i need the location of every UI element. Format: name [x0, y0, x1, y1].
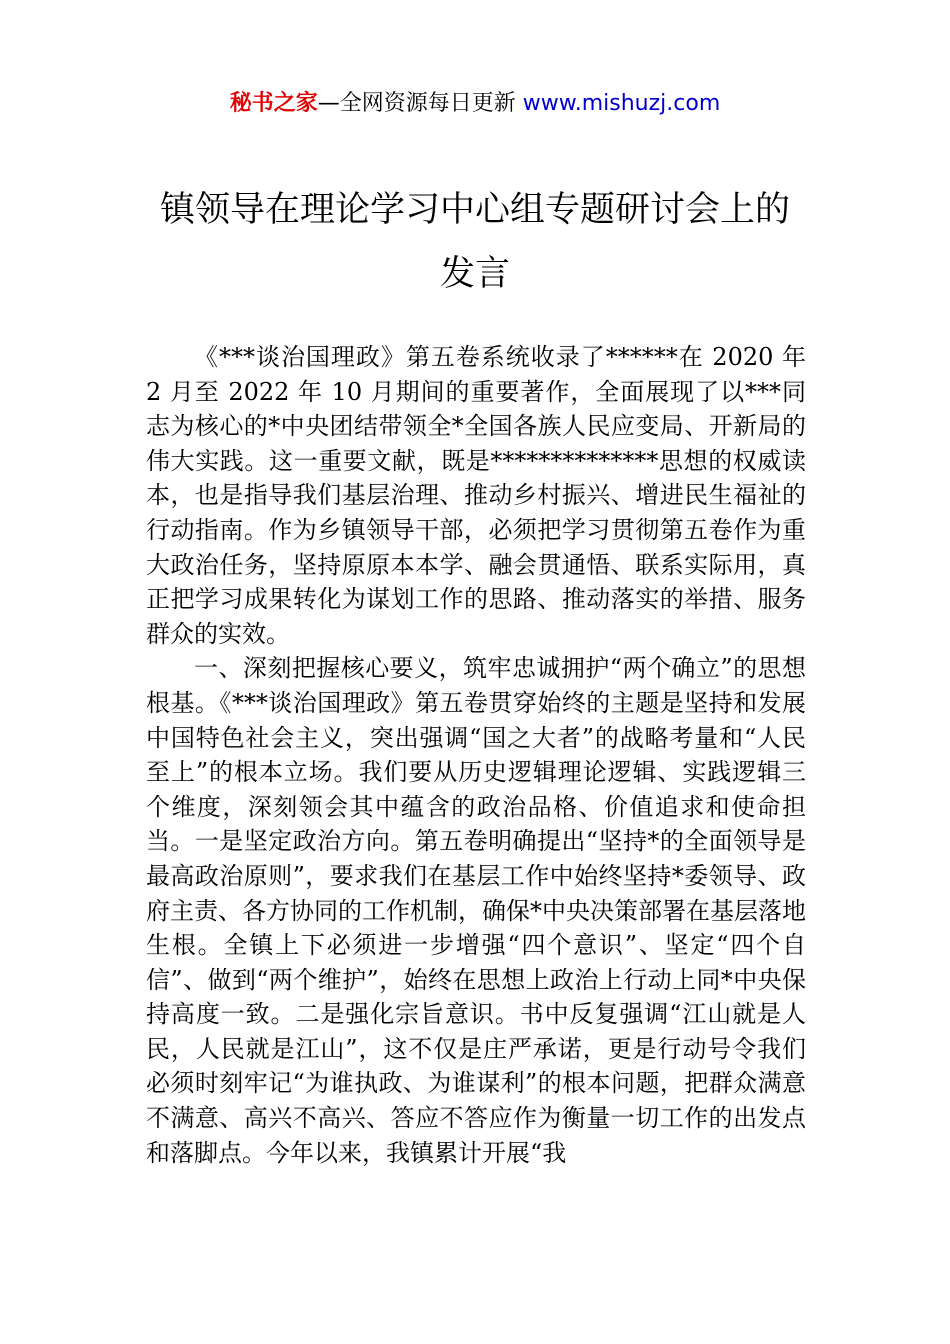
document-title [145, 178, 805, 306]
header-tagline: —全网资源每日更新 [317, 91, 523, 116]
header-brand: 秘书之家 [229, 91, 318, 116]
document-body [146, 340, 806, 1170]
paragraph-section-1: 一、深刻把握核心要义，筑牢忠诚拥护“两个确立”的思想根基。《***谈治国理政》第五卷贯穿始终的主题是坚持和发展中国特色社会主义，突出强调“国之大者”的战略考量和“人民至上”的根本立场。我们要从历史逻辑理论逻辑、实践逻辑三个维度，深刻领会其中蕴含的政治品格、价值追求和使命担当。一是坚定政治方向。第五卷明确提出“坚持*的全面领导是最高政治原则”，要求我们在基层工作中始终坚持*委领导、政府主责、各方协同的工作机制，确保*中央决策部署在基层落地生根。全镇上下必须进一步增强“四个意识”、坚定“四个自信”、做到“两个维护”，始终在思想上政治上行动上同*中央保持高度一致。二是强化宗旨意识。书中反复强调“江山就是人民，人民就是江山”，这不仅是庄严承诺，更是行动号令我们必须时刻牢记“为谁执政、为谁谋利”的根本问题，把群众满意不满意、高兴不高兴、答应不答应作为衡量一切工作的出发点和落脚点。今年以来，我镇累计开展“我 [146, 654, 806, 1167]
paragraph-intro: 《***谈治国理政》第五卷系统收录了******在 2020 年 2 月至 2022 年 10 月期间的重要著作，全面展现了以***同志为核心的*中央团结带领全*全国各族人民应变局、开新局的伟大实践。这一重要文献，既是**************思想的权威读本，也是指导我们基层治理、推动乡村振兴、增进民生福祉的行动指南。作为乡镇领导干部，必须把学习贯彻第五卷作为重大政治任务，坚持原原本本学、融会贯通悟、联系实际用，真正把学习成果转化为谋划工作的思路、推动落实的举措、服务群众的实效。 [146, 343, 806, 648]
header-url-link[interactable]: www.mishuzj.com [522, 91, 721, 116]
document-title-line-1: 镇领导在理论学习中心组专题研讨会上的 [159, 190, 790, 230]
document-title-line-2: 发言 [439, 254, 510, 294]
site-header [0, 88, 950, 120]
